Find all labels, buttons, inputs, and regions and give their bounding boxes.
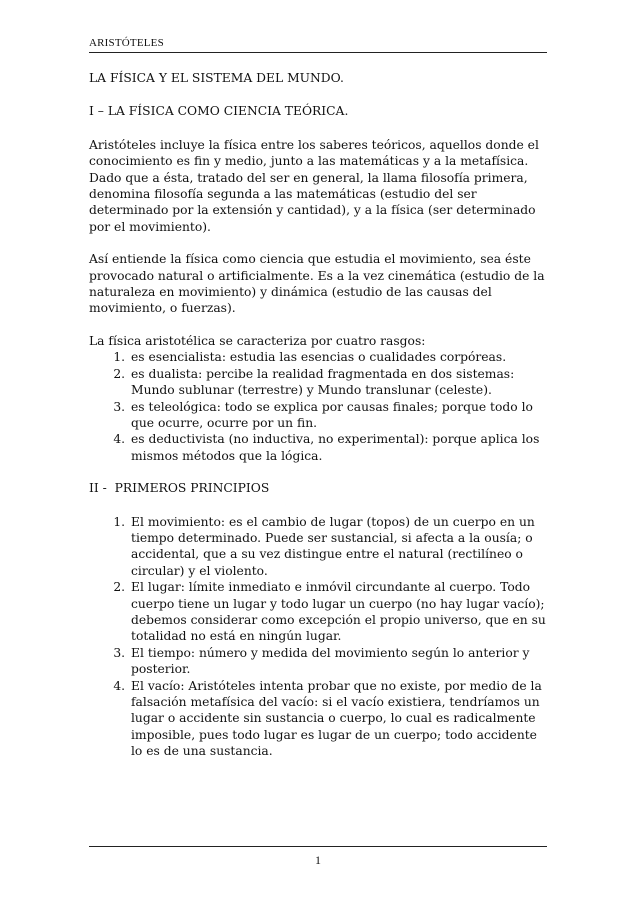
list-item: 1. es esencialista: estudia las esencias o cualidades corpóreas.: [129, 349, 549, 365]
list-item: 4. es deductivista (no inductiva, no experimental): porque aplica los mismos métodos que la lógica.: [129, 431, 549, 464]
paragraph: Aristóteles incluye la física entre los saberes teóricos, aquellos donde el conocimiento es fin y medio, junto a las matemáticas y a la metafísica. Dado que a ésta, tratado del ser en general, la llama filosofía primera, denomina filosofía segunda a las matemáticas (estudio del ser determinado por la extensión y cantidad), y a la física (ser determinado por el movimiento).: [89, 137, 539, 234]
list-item: 4. El vacío: Aristóteles intenta probar que no existe, por medio de la falsación metafísica del vacío: si el vacío existiera, tendríamos un lugar o accidente sin sustancia o cuerpo, lo cual es radicalmente imposible, pues todo lugar es lugar de un cuerpo; todo accidente lo es de una sustancia.: [129, 678, 549, 760]
list-item: 3. El tiempo: número y medida del movimiento según lo anterior y posterior.: [129, 645, 549, 678]
section-2-heading: II - PRIMEROS PRINCIPIOS: [89, 481, 270, 496]
section-1-heading: I – LA FÍSICA COMO CIENCIA TEÓRICA.: [89, 104, 349, 119]
principles-list: [89, 514, 549, 760]
list-item: 2. es dualista: percibe la realidad fragmentada en dos sistemas: Mundo sublunar (terrestre) y Mundo translunar (celeste).: [129, 366, 549, 399]
list-item: 3. es teleológica: todo se explica por causas finales; porque todo lo que ocurre, ocurre por un fin.: [129, 399, 549, 432]
list-item: 1. El movimiento: es el cambio de lugar (topos) de un cuerpo en un tiempo determinado. Puede ser sustancial, si afecta a la ousía; o accidental, que a su vez distingue entre el natural (rectilíneo o circular) y el violento.: [129, 514, 549, 580]
page-number: 1: [315, 853, 321, 867]
list-item: 2. El lugar: límite inmediato e inmóvil circundante al cuerpo. Todo cuerpo tiene un lugar y todo lugar un cuerpo (no hay lugar vacío); debemos considerar como excepción el propio universo, que en su totalidad no está en ningún lugar.: [129, 579, 549, 645]
paragraph: Así entiende la física como ciencia que estudia el movimiento, sea éste provocado natural o artificialmente. Es a la vez cinemática (estudio de la naturaleza en movimiento) y dinámica (estudio de las causas del movimiento, o fuerzas).: [89, 252, 545, 316]
paragraph: La física aristotélica se caracteriza por cuatro rasgos:: [89, 333, 426, 348]
footer-rule: [89, 846, 547, 847]
document-title: LA FÍSICA Y EL SISTEMA DEL MUNDO.: [89, 71, 344, 85]
traits-list: [89, 349, 549, 464]
page-body: [89, 70, 549, 760]
header-rule: [89, 52, 547, 53]
running-header: ARISTÓTELES: [89, 37, 164, 49]
